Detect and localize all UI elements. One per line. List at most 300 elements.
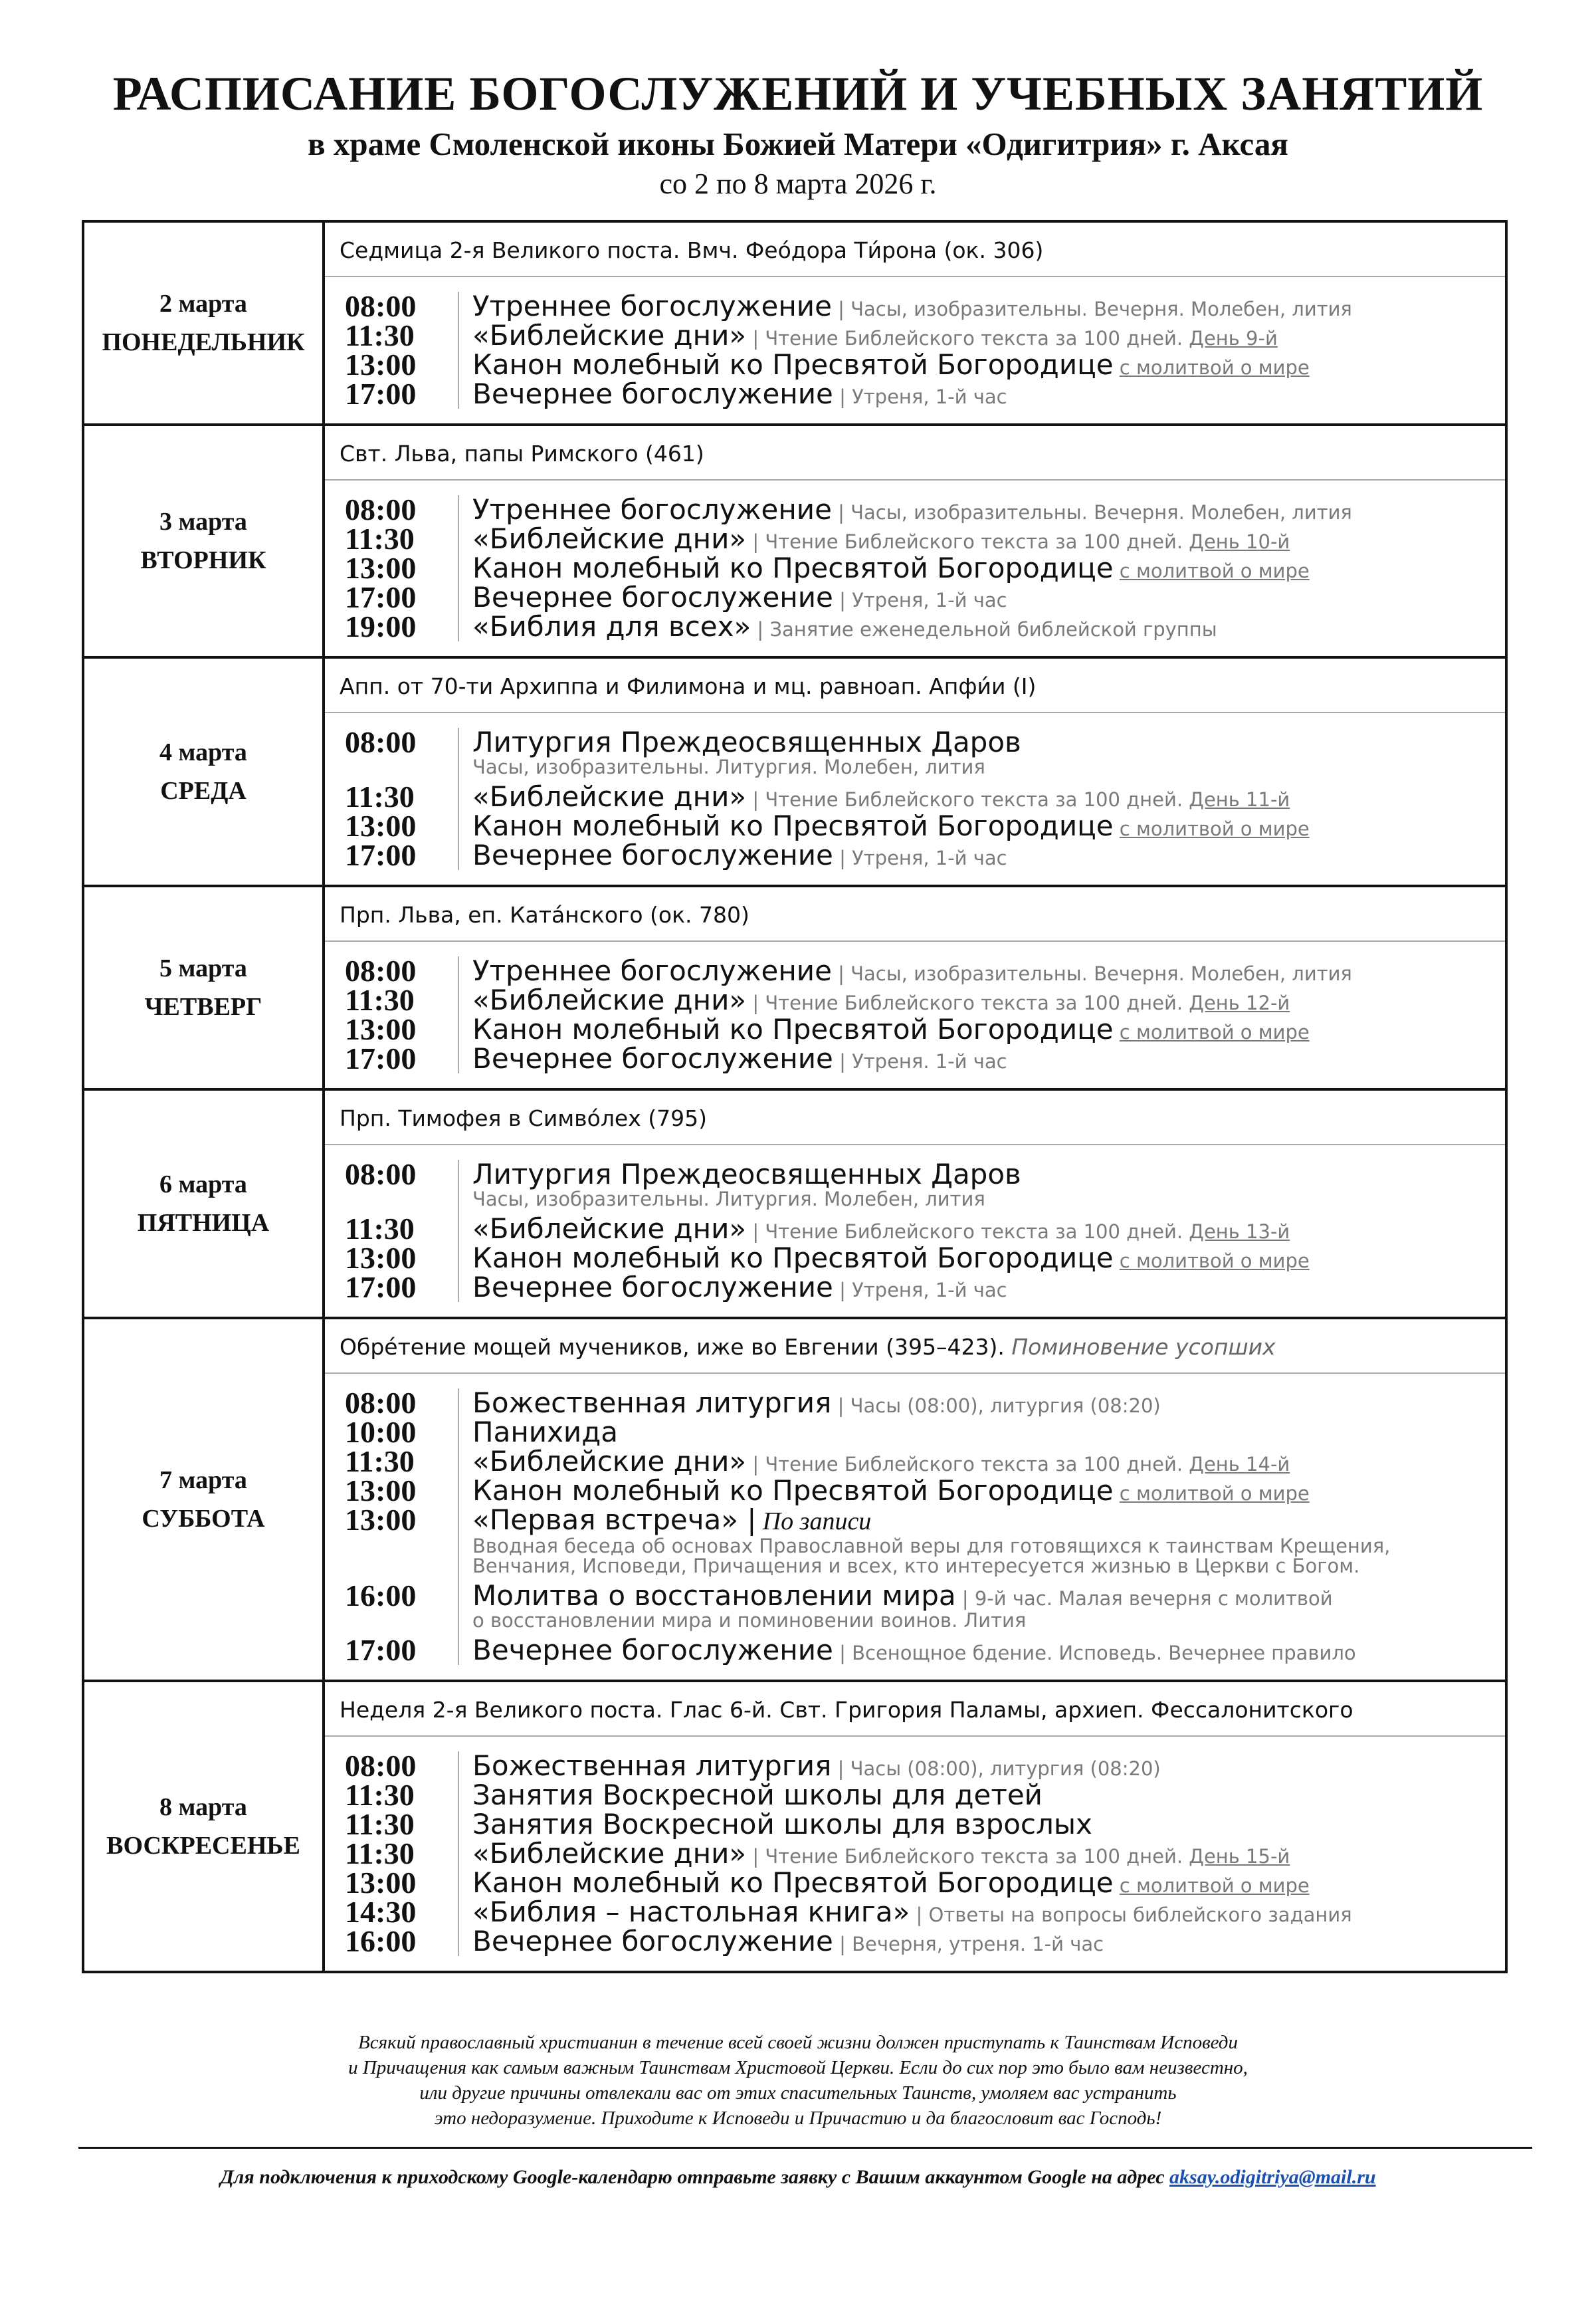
event-title: «Библейские дни»: [472, 1839, 747, 1868]
feast-text: Обре́тение мощей мучеников, иже во Евгении (395–423).: [340, 1334, 1012, 1360]
event-separator: |: [833, 1642, 852, 1664]
event-extra: Часы, изобразительны. Литургия. Молебен, лития: [472, 1188, 985, 1210]
event-title: Канон молебный ко Пресвятой Богородице: [472, 554, 1114, 583]
event-link[interactable]: День 14-й: [1189, 1453, 1290, 1476]
day-weekday: СУББОТА: [142, 1505, 265, 1533]
event-row: [325, 809, 1505, 843]
event-description: [458, 1581, 1505, 1636]
event-note: Утреня. 1-й час: [852, 1050, 1007, 1073]
event-time: 17:00: [345, 377, 417, 411]
day-content: [324, 886, 1506, 1089]
event-line: [472, 1476, 1505, 1505]
event-line: [472, 1781, 1505, 1810]
event-time: 16:00: [345, 1924, 417, 1958]
day-content: [324, 657, 1506, 886]
day-date: 8 марта: [159, 1793, 247, 1821]
event-link[interactable]: День 12-й: [1189, 992, 1290, 1014]
event-description: [458, 1447, 1505, 1476]
event-list: [325, 277, 1505, 423]
day-content: [324, 1318, 1506, 1681]
event-link[interactable]: День 11-й: [1189, 788, 1290, 811]
event-title: Утреннее богослужение: [472, 956, 832, 986]
event-separator: [1114, 1250, 1120, 1272]
footer-note-line: и Причащения как самым важным Таинствам Христовой Церкви. Если до сих пор это было вам неизвестно,: [348, 2057, 1248, 2078]
day-weekday: ВТОРНИК: [140, 546, 266, 574]
day-weekday: ПОНЕДЕЛЬНИК: [102, 328, 305, 356]
event-list: [325, 713, 1505, 885]
event-line: [472, 841, 1505, 870]
day-weekday: СРЕДА: [160, 777, 247, 805]
event-title: «Библейские дни»: [472, 1214, 747, 1244]
event-note: Чтение Библейского текста за 100 дней.: [765, 1453, 1189, 1476]
event-row: [325, 609, 1505, 643]
event-separator: |: [833, 1050, 852, 1073]
event-row: [325, 1895, 1505, 1929]
event-note: Всенощное бдение. Исповедь. Вечернее правило: [852, 1642, 1356, 1664]
day-date: 4 марта: [159, 738, 247, 766]
feast-line: [325, 887, 1505, 942]
event-row: [325, 289, 1505, 323]
event-row: [325, 1270, 1505, 1304]
event-title: Вечернее богослужение: [472, 1273, 833, 1302]
event-row: [325, 1157, 1505, 1214]
event-note: Чтение Библейского текста за 100 дней.: [765, 530, 1189, 553]
event-line: [472, 812, 1505, 841]
event-description: [458, 1839, 1505, 1868]
event-link[interactable]: с молитвой о мире: [1119, 1021, 1310, 1043]
feast-line: [325, 1682, 1505, 1737]
event-time: 11:30: [345, 522, 415, 556]
event-description: [458, 1868, 1505, 1898]
event-time: 08:00: [345, 1749, 417, 1783]
event-line: [472, 612, 1505, 641]
event-description: [458, 554, 1505, 583]
feast-note: Поминовение усопших: [1011, 1334, 1276, 1360]
event-separator: |: [746, 992, 765, 1014]
event-description: [458, 728, 1505, 782]
event-note: Чтение Библейского текста за 100 дней.: [765, 788, 1189, 811]
event-line: [472, 956, 1505, 986]
event-separator: |: [831, 1757, 850, 1780]
event-line: [472, 728, 1505, 757]
event-row: [325, 1633, 1505, 1667]
event-separator: |: [746, 1845, 765, 1868]
day-cell: [83, 1681, 324, 1972]
event-time: 08:00: [345, 493, 417, 526]
event-description: [458, 1505, 1505, 1581]
event-separator: |: [833, 1933, 852, 1955]
feast-text: Прп. Тимофея в Симво́лех (795): [340, 1105, 707, 1131]
day-row: [83, 886, 1506, 1089]
event-separator: [1114, 1021, 1120, 1043]
event-line: [472, 321, 1505, 350]
day-content: [324, 1681, 1506, 1972]
event-separator: |: [833, 1279, 852, 1301]
event-separator: |: [831, 501, 851, 524]
event-tag: По записи: [762, 1507, 872, 1535]
event-description: [458, 524, 1505, 554]
event-title: «Библейские дни»: [472, 524, 747, 554]
event-description: [458, 1781, 1505, 1810]
event-list: [325, 1374, 1505, 1680]
day-content: [324, 1089, 1506, 1318]
event-description: [458, 1388, 1505, 1418]
event-title: Панихида: [472, 1418, 619, 1447]
event-title: Литургия Преждеосвященных Даров: [472, 1160, 1021, 1190]
event-separator: |: [955, 1587, 975, 1610]
event-separator: [1114, 818, 1120, 840]
event-row: [325, 983, 1505, 1017]
event-time: 11:30: [345, 1836, 415, 1870]
event-separator: [1114, 356, 1120, 379]
event-title: Канон молебный ко Пресвятой Богородице: [472, 1015, 1114, 1044]
event-time: 08:00: [345, 725, 417, 759]
event-description: [458, 583, 1505, 612]
event-row: [325, 1807, 1505, 1841]
event-description: [458, 1273, 1505, 1302]
event-time: 13:00: [345, 1241, 417, 1275]
feast-line: [325, 1091, 1505, 1145]
event-line: [472, 1505, 1505, 1536]
event-note: Часы (08:00), литургия (08:20): [850, 1394, 1161, 1417]
day-content: [324, 425, 1506, 657]
event-note: Часы (08:00), литургия (08:20): [850, 1757, 1161, 1780]
event-separator: |: [831, 962, 851, 985]
event-description: [458, 1751, 1505, 1781]
event-description: [458, 612, 1505, 641]
footer-note-line: или другие причины отвлекали вас от этих спасительных Таинств, умоляем вас устранить: [419, 2082, 1177, 2104]
event-title: Вечернее богослужение: [472, 1044, 833, 1073]
event-extra: Вводная беседа об основах Православной веры для готовящихся к таинствам Крещения, Венчания, Исповеди, Причащения и всех, кто интересуется жизнью в Церкви с Богом.: [472, 1535, 1391, 1577]
event-link[interactable]: с молитвой о мире: [1119, 356, 1310, 379]
event-note: Часы, изобразительны. Вечерня. Молебен, лития: [850, 501, 1352, 524]
event-row: [325, 1836, 1505, 1870]
event-line: [472, 1244, 1505, 1273]
footer-note-line: это недоразумение. Приходите к Исповеди и Причастию и да благословит вас Господь!: [434, 2108, 1162, 2129]
day-cell: [83, 221, 324, 425]
date-range: со 2 по 8 марта 2026 г.: [659, 167, 937, 200]
event-row: [325, 1214, 1505, 1244]
feast-text: Свт. Льва, папы Римского (461): [340, 441, 704, 467]
event-description: [458, 986, 1505, 1015]
event-note: Часы, изобразительны. Вечерня. Молебен, лития: [850, 298, 1352, 320]
event-list: [325, 942, 1505, 1088]
event-title: Утреннее богослужение: [472, 495, 832, 524]
event-title: «Библия для всех»: [472, 612, 751, 641]
event-note: Занятие еженедельной библейской группы: [769, 618, 1217, 641]
event-line: [472, 986, 1505, 1015]
event-line: [472, 1044, 1505, 1073]
event-time: 08:00: [345, 954, 417, 988]
event-separator: |: [746, 327, 765, 350]
day-date: 2 марта: [159, 290, 247, 318]
event-title: Занятия Воскресной школы для взрослых: [472, 1810, 1092, 1839]
feast-text: Неделя 2-я Великого поста. Глас 6-й. Свт. Григория Паламы, архиеп. Фессалонитского: [340, 1697, 1353, 1723]
day-cell: [83, 1089, 324, 1318]
event-time: 13:00: [345, 1012, 417, 1046]
event-line: [472, 1839, 1505, 1868]
event-title: «Библейские дни»: [472, 321, 747, 350]
event-separator: [1114, 560, 1120, 582]
event-note: Чтение Библейского текста за 100 дней.: [765, 327, 1189, 350]
event-title: «Библейские дни»: [472, 1447, 747, 1476]
event-link[interactable]: День 13-й: [1189, 1220, 1290, 1243]
event-line: [472, 1447, 1505, 1476]
event-separator: |: [751, 618, 770, 641]
event-separator: |: [746, 530, 765, 553]
footer-note-line: Всякий православный христианин в течение всей своей жизни должен приступать к Таинствам Исповеди: [358, 2032, 1238, 2053]
day-date: 7 марта: [159, 1466, 247, 1494]
event-separator: |: [910, 1904, 929, 1926]
event-title: Вечернее богослужение: [472, 583, 833, 612]
event-title: Молитва о восстановлении мира: [472, 1581, 956, 1612]
event-line: [472, 1868, 1505, 1898]
event-row: [325, 1012, 1505, 1046]
event-row: [325, 318, 1505, 352]
event-time: 08:00: [345, 1386, 417, 1420]
event-description: [458, 321, 1505, 350]
day-cell: [83, 886, 324, 1089]
event-title: Вечернее богослужение: [472, 841, 833, 870]
event-time: 08:00: [345, 289, 417, 323]
event-description: [458, 1636, 1505, 1665]
event-line: [472, 495, 1505, 524]
event-list: [325, 1737, 1505, 1971]
event-time: 13:00: [345, 348, 417, 382]
event-time: 11:30: [345, 1778, 415, 1812]
event-description: [458, 380, 1505, 409]
feast-text: Апп. от 70-ти Архиппа и Филимона и мц. равноап. Апфи́и (I): [340, 673, 1037, 699]
feast-text: Седмица 2-я Великого поста. Вмч. Фео́дора Ти́рона (ок. 306): [340, 237, 1044, 263]
day-row: [83, 1318, 1506, 1681]
event-time: 11:30: [345, 983, 415, 1017]
event-extra: Часы, изобразительны. Литургия. Молебен, лития: [472, 756, 985, 778]
event-description: [458, 1244, 1505, 1273]
event-time: 11:30: [345, 1807, 415, 1841]
event-link[interactable]: с молитвой о мире: [1119, 1250, 1310, 1272]
event-line: [472, 1581, 1505, 1610]
day-row: [83, 1681, 1506, 1972]
page-subtitle: в храме Смоленской иконы Божией Матери «Одигитрия» г. Аксая: [308, 126, 1288, 162]
day-date: 6 марта: [159, 1170, 247, 1198]
event-row: [325, 580, 1505, 614]
feast-line: [325, 426, 1505, 481]
event-row: [325, 551, 1505, 585]
contact-line: [0, 2164, 1596, 2191]
event-time: 17:00: [345, 1270, 417, 1304]
event-link[interactable]: с молитвой о мире: [1119, 1482, 1310, 1505]
event-line: [472, 524, 1505, 554]
event-separator: |: [831, 1394, 850, 1417]
event-note: Ответы на вопросы библейского задания: [928, 1904, 1352, 1926]
event-note: Чтение Библейского текста за 100 дней.: [765, 992, 1189, 1014]
event-note: Утреня, 1-й час: [852, 385, 1007, 408]
event-row: [325, 1476, 1505, 1505]
day-weekday: ВОСКРЕСЕНЬЕ: [106, 1832, 300, 1860]
event-line: [472, 1214, 1505, 1244]
event-time: 17:00: [345, 580, 417, 614]
event-description: [458, 1214, 1505, 1244]
event-line: [472, 1388, 1505, 1418]
event-link[interactable]: с молитвой о мире: [1119, 560, 1310, 582]
event-row: [325, 1778, 1505, 1812]
event-time: 11:30: [345, 318, 415, 352]
event-row: [325, 1415, 1505, 1449]
event-title: Литургия Преждеосвященных Даров: [472, 728, 1021, 758]
event-link[interactable]: День 10-й: [1189, 530, 1290, 553]
event-row: [325, 1868, 1505, 1898]
event-title: «Библия – настольная книга»: [472, 1898, 910, 1927]
event-line: [472, 583, 1505, 612]
event-note: Утреня, 1-й час: [852, 589, 1007, 611]
event-note: Вечерня, утреня. 1-й час: [852, 1933, 1104, 1955]
day-row: [83, 221, 1506, 425]
day-date: 3 марта: [159, 508, 247, 536]
event-line: [472, 1810, 1505, 1839]
feast-line: [325, 223, 1505, 277]
event-title: «Библейские дни»: [472, 782, 747, 812]
event-row: [325, 1444, 1505, 1478]
event-title: Занятия Воскресной школы для детей: [472, 1781, 1043, 1810]
event-note: Часы, изобразительны. Вечерня. Молебен, лития: [850, 962, 1352, 985]
day-date: 5 марта: [159, 954, 247, 982]
event-title: Канон молебный ко Пресвятой Богородице: [472, 1476, 1114, 1505]
event-note: Утреня, 1-й час: [852, 1279, 1007, 1301]
event-link[interactable]: с молитвой о мире: [1119, 818, 1310, 840]
event-time: 14:30: [345, 1895, 417, 1929]
event-line: [472, 380, 1505, 409]
footer-note: [0, 2030, 1596, 2131]
event-link[interactable]: День 15-й: [1189, 1845, 1290, 1868]
event-description: [458, 956, 1505, 986]
event-title: Вечернее богослужение: [472, 380, 833, 409]
event-time: 17:00: [345, 1041, 417, 1075]
feast-line: [325, 659, 1505, 713]
event-separator: |: [833, 847, 852, 869]
event-line: [472, 1015, 1505, 1044]
day-content: [324, 221, 1506, 425]
day-cell: [83, 1318, 324, 1681]
event-title: Канон молебный ко Пресвятой Богородице: [472, 1244, 1114, 1273]
event-link[interactable]: День 9-й: [1189, 327, 1278, 350]
event-title: Вечернее богослужение: [472, 1927, 833, 1956]
event-time: 13:00: [345, 1503, 417, 1537]
event-description: [458, 1476, 1505, 1505]
event-list: [325, 1145, 1505, 1317]
event-separator: [756, 1511, 762, 1534]
event-note: Чтение Библейского текста за 100 дней.: [765, 1220, 1189, 1243]
event-description: [458, 1898, 1505, 1927]
event-row: [325, 1751, 1505, 1781]
event-list: [325, 481, 1505, 656]
event-line: [472, 1636, 1505, 1665]
event-link[interactable]: с молитвой о мире: [1119, 1874, 1310, 1897]
event-title: Канон молебный ко Пресвятой Богородице: [472, 350, 1114, 380]
event-extra: о восстановлении мира и поминовении воинов. Лития: [472, 1609, 1027, 1632]
event-separator: [1114, 1874, 1120, 1897]
event-separator: |: [831, 298, 851, 320]
event-row: [325, 1388, 1505, 1418]
event-description: [458, 782, 1505, 812]
event-description: [458, 1015, 1505, 1044]
event-separator: |: [746, 1220, 765, 1243]
event-row: [325, 1581, 1505, 1636]
event-line: [472, 1418, 1505, 1447]
event-time: 11:30: [345, 780, 415, 814]
event-title: «Библейские дни»: [472, 986, 747, 1015]
event-row: [325, 1041, 1505, 1075]
event-description: [458, 495, 1505, 524]
day-weekday: ПЯТНИЦА: [137, 1209, 270, 1237]
event-description: [458, 1810, 1505, 1839]
event-row: [325, 725, 1505, 782]
event-separator: [1114, 1482, 1120, 1505]
event-row: [325, 350, 1505, 380]
day-cell: [83, 657, 324, 886]
day-row: [83, 425, 1506, 657]
day-cell: [83, 425, 324, 657]
day-row: [83, 657, 1506, 886]
feast-text: Прп. Льва, еп. Ката́нского (ок. 780): [340, 902, 749, 928]
schedule-table: [82, 220, 1508, 1973]
page-title: РАСПИСАНИЕ БОГОСЛУЖЕНИЙ И УЧЕБНЫХ ЗАНЯТИЙ: [112, 67, 1484, 120]
event-time: 17:00: [345, 838, 417, 872]
event-line: [472, 554, 1505, 583]
event-row: [325, 1241, 1505, 1275]
contact-text: Для подключения к приходскому Google-календарю отправьте заявку с Вашим аккаунтом Google на адрес: [220, 2166, 1170, 2188]
event-title: Утреннее богослужение: [472, 292, 832, 321]
event-time: 11:30: [345, 1444, 415, 1478]
event-note: Чтение Библейского текста за 100 дней.: [765, 1845, 1189, 1868]
feast-line: [325, 1319, 1505, 1374]
event-row: [325, 838, 1505, 872]
event-title: «Первая встреча» |: [472, 1505, 757, 1536]
event-title: Канон молебный ко Пресвятой Богородице: [472, 1868, 1114, 1898]
event-description: [458, 812, 1505, 841]
event-line: [472, 292, 1505, 321]
event-time: 10:00: [345, 1415, 417, 1449]
event-title: Вечернее богослужение: [472, 1636, 833, 1665]
event-row: [325, 377, 1505, 411]
day-row: [83, 1089, 1506, 1318]
page-header: [0, 64, 1596, 203]
event-time: 13:00: [345, 809, 417, 843]
event-description: [458, 1418, 1505, 1447]
event-line: [472, 1751, 1505, 1781]
event-row: [325, 1924, 1505, 1958]
event-line: [472, 1160, 1505, 1189]
event-note: 9-й час. Малая вечерня с молитвой: [974, 1587, 1333, 1610]
event-description: [458, 1927, 1505, 1956]
event-line: [472, 1273, 1505, 1302]
event-description: [458, 1044, 1505, 1073]
event-time: 17:00: [345, 1633, 417, 1667]
event-description: [458, 841, 1505, 870]
event-row: [325, 1505, 1505, 1581]
event-time: 13:00: [345, 1866, 417, 1900]
event-time: 19:00: [345, 609, 417, 643]
event-line: [472, 1927, 1505, 1956]
event-title: Канон молебный ко Пресвятой Богородице: [472, 812, 1114, 841]
event-line: [472, 1898, 1505, 1927]
event-separator: |: [833, 589, 852, 611]
footer-divider: [78, 2147, 1532, 2149]
event-time: 13:00: [345, 1474, 417, 1507]
contact-email-link[interactable]: aksay.odigitriya@mail.ru: [1169, 2166, 1376, 2188]
event-line: [472, 350, 1505, 380]
event-description: [458, 1160, 1505, 1214]
event-title: Божественная литургия: [472, 1751, 832, 1781]
